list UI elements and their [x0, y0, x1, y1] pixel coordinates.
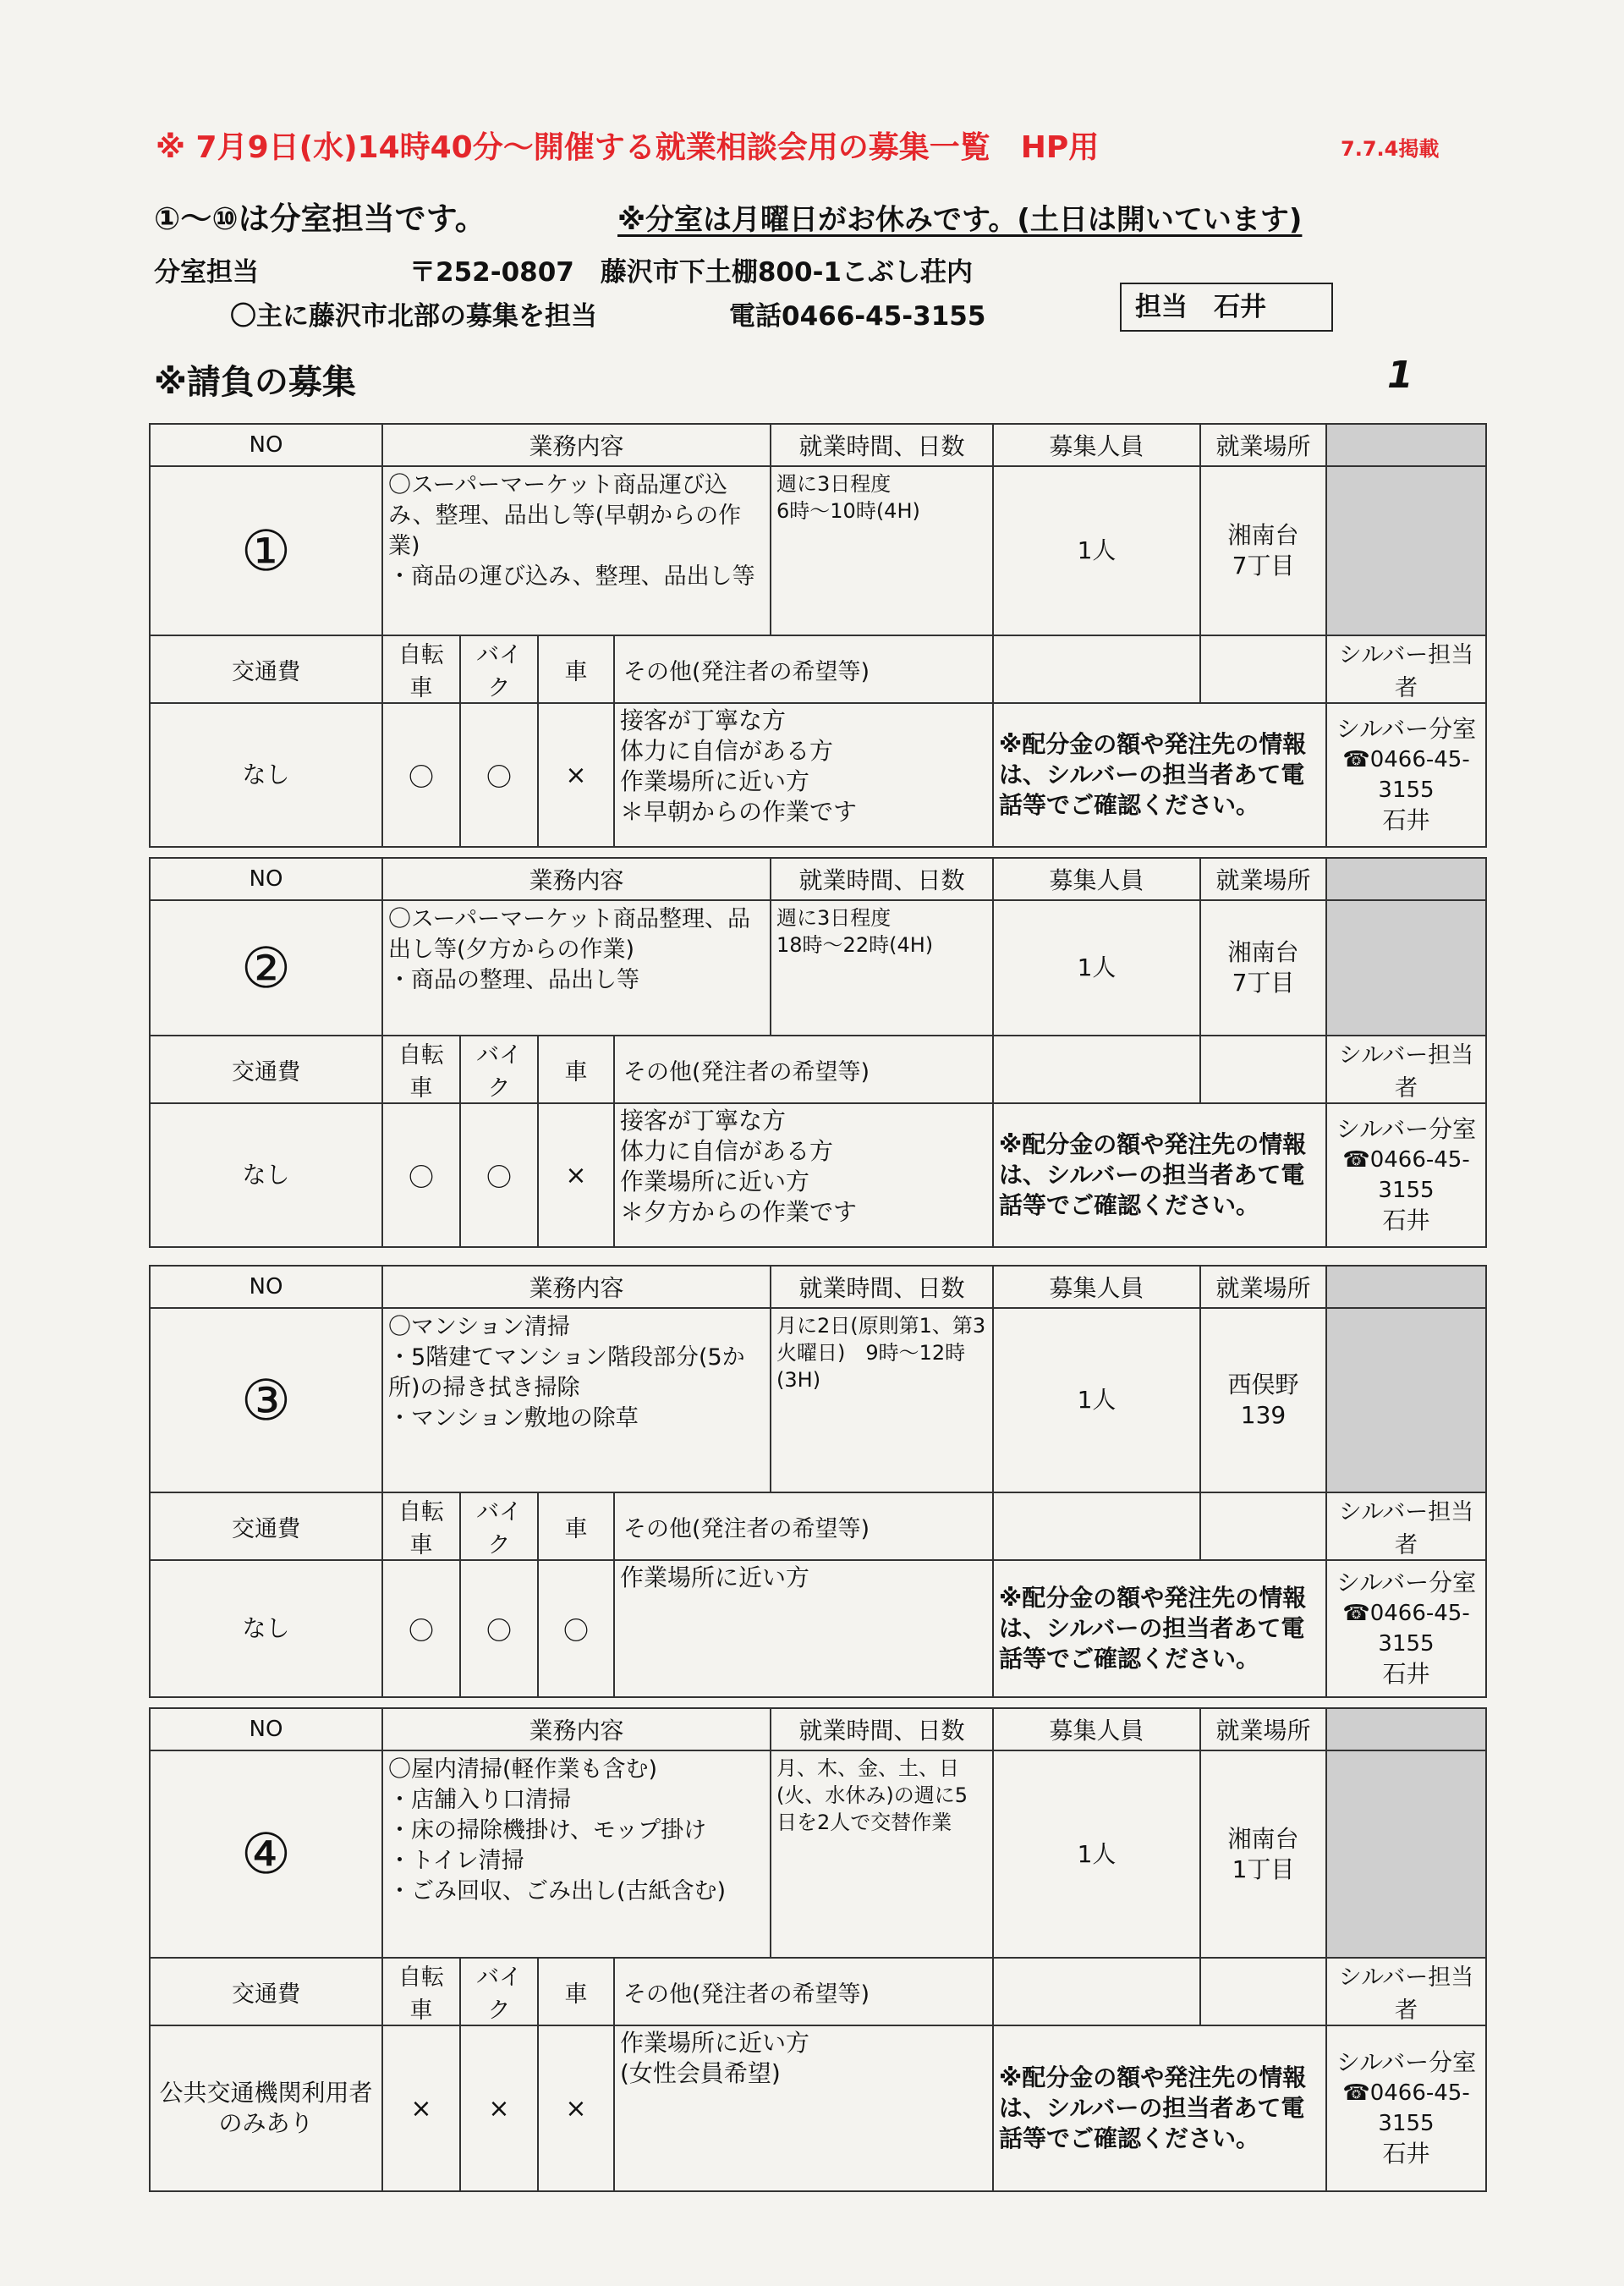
col-car: 車 [538, 1492, 614, 1560]
col-count: 募集人員 [993, 424, 1200, 466]
office-phone: 電話0466-45-3155 [729, 301, 986, 332]
job-fare: なし [150, 703, 382, 847]
contact-name: 石井 [1382, 806, 1430, 834]
col-no: NO [150, 858, 382, 900]
col-car: 車 [538, 635, 614, 703]
col-other: その他(発注者の希望等) [614, 635, 993, 703]
col-other: その他(発注者の希望等) [614, 1036, 993, 1103]
col-count: 募集人員 [993, 1708, 1200, 1750]
job-count: 1人 [993, 1308, 1200, 1492]
office-area: 〇主に藤沢市北部の募集を担当 [230, 301, 597, 332]
contact-office: シルバー分室 [1336, 2048, 1477, 2076]
page-title: ※ 7月9日(水)14時40分～開催する就業相談会用の募集一覧 HP用 [156, 130, 1100, 165]
job-note: ※配分金の額や発注先の情報は、シルバーの担当者あて電話等でご確認ください。 [993, 1560, 1326, 1697]
office-holiday-note: ※分室は月曜日がお休みです。(土日は開いています) [617, 203, 1303, 237]
job-place: 西俣野139 [1200, 1308, 1326, 1492]
col-bike: バイク [460, 1492, 538, 1560]
col-blank [1326, 1708, 1486, 1750]
job-bike: 〇 [460, 1560, 538, 1697]
contact-office: シルバー分室 [1336, 1115, 1477, 1143]
job-other: 作業場所に近い方 [614, 1560, 993, 1697]
col-blank [1326, 424, 1486, 466]
col-note-blank [993, 635, 1200, 703]
job-note: ※配分金の額や発注先の情報は、シルバーの担当者あて電話等でご確認ください。 [993, 1103, 1326, 1247]
job-hours: 月に2日(原則第1、第3火曜日) 9時～12時(3H) [771, 1308, 993, 1492]
job-car: × [538, 703, 614, 847]
job-contact [1326, 1560, 1486, 1697]
contact-phone: ☎0466-45-3155 [1342, 2080, 1470, 2136]
contact-name: 石井 [1382, 2140, 1430, 2168]
col-other: その他(発注者の希望等) [614, 1492, 993, 1560]
job-note: ※配分金の額や発注先の情報は、シルバーの担当者あて電話等でご確認ください。 [993, 2025, 1326, 2191]
job-hours: 月、木、金、土、日(火、水休み)の週に5日を2人で交替作業 [771, 1750, 993, 1958]
job-table [149, 857, 1487, 1248]
col-note-blank [993, 1492, 1200, 1560]
col-note-blank [993, 1036, 1200, 1103]
job-count: 1人 [993, 1750, 1200, 1958]
col-car: 車 [538, 1958, 614, 2025]
col-hours: 就業時間、日数 [771, 424, 993, 466]
contact-office: シルバー分室 [1336, 715, 1477, 743]
col-note-blank-2 [1200, 635, 1326, 703]
job-number: ① [150, 466, 382, 635]
col-count: 募集人員 [993, 858, 1200, 900]
contact-phone: ☎0466-45-3155 [1342, 1601, 1470, 1657]
job-blank [1326, 466, 1486, 635]
job-number: ② [150, 900, 382, 1036]
col-place: 就業場所 [1200, 1708, 1326, 1750]
col-note-blank [993, 1958, 1200, 2025]
col-work: 業務内容 [382, 858, 771, 900]
col-contact: シルバー担当者 [1326, 1958, 1486, 2025]
col-note-blank-2 [1200, 1958, 1326, 2025]
job-car: × [538, 1103, 614, 1247]
job-hours: 週に3日程度 6時～10時(4H) [771, 466, 993, 635]
col-other: その他(発注者の希望等) [614, 1958, 993, 2025]
col-blank [1326, 1266, 1486, 1308]
col-place: 就業場所 [1200, 1266, 1326, 1308]
job-count: 1人 [993, 900, 1200, 1036]
job-fare: 公共交通機関利用者のみあり [150, 2025, 382, 2191]
job-fare: なし [150, 1103, 382, 1247]
job-work: 〇スーパーマーケット商品運び込み、整理、品出し等(早朝からの作業) ・商品の運び込み、整理、品出し等 [382, 466, 771, 635]
job-car: 〇 [538, 1560, 614, 1697]
job-bike: 〇 [460, 1103, 538, 1247]
office-scope-heading: ①～⑩は分室担当です。 [154, 201, 486, 237]
job-bike: 〇 [460, 703, 538, 847]
job-place: 湘南台 1丁目 [1200, 1750, 1326, 1958]
col-bike: バイク [460, 1036, 538, 1103]
job-fare: なし [150, 1560, 382, 1697]
job-number: ③ [150, 1308, 382, 1492]
col-bicycle: 自転車 [382, 635, 460, 703]
contact-name: 石井 [1382, 1660, 1430, 1688]
col-fare: 交通費 [150, 1492, 382, 1560]
contact-office: シルバー分室 [1336, 1569, 1477, 1596]
col-work: 業務内容 [382, 424, 771, 466]
col-car: 車 [538, 1036, 614, 1103]
job-contact [1326, 1103, 1486, 1247]
job-bicycle: × [382, 2025, 460, 2191]
col-place: 就業場所 [1200, 424, 1326, 466]
col-no: NO [150, 1708, 382, 1750]
col-bicycle: 自転車 [382, 1492, 460, 1560]
col-no: NO [150, 424, 382, 466]
col-note-blank-2 [1200, 1492, 1326, 1560]
job-number: ④ [150, 1750, 382, 1958]
office-label: 分室担当 [154, 257, 259, 288]
job-contact [1326, 2025, 1486, 2191]
job-other: 接客が丁寧な方 体力に自信がある方 作業場所に近い方 ＊早朝からの作業です [614, 703, 993, 847]
col-count: 募集人員 [993, 1266, 1200, 1308]
col-place: 就業場所 [1200, 858, 1326, 900]
job-bicycle: 〇 [382, 1103, 460, 1247]
col-bicycle: 自転車 [382, 1036, 460, 1103]
job-other: 接客が丁寧な方 体力に自信がある方 作業場所に近い方 ＊夕方からの作業です [614, 1103, 993, 1247]
col-bicycle: 自転車 [382, 1958, 460, 2025]
col-contact: シルバー担当者 [1326, 1036, 1486, 1103]
job-hours: 週に3日程度 18時～22時(4H) [771, 900, 993, 1036]
job-table [149, 1707, 1487, 2192]
job-work: 〇マンション清掃 ・5階建てマンション階段部分(5か所)の掃き拭き掃除 ・マンション敷地の除草 [382, 1308, 771, 1492]
job-blank [1326, 900, 1486, 1036]
col-fare: 交通費 [150, 1036, 382, 1103]
office-address: 〒252-0807 藤沢市下土棚800-1こぶし荘内 [409, 257, 973, 288]
contact-name: 石井 [1382, 1206, 1430, 1234]
col-contact: シルバー担当者 [1326, 635, 1486, 703]
contact-phone: ☎0466-45-3155 [1342, 1147, 1470, 1203]
job-work: 〇屋内清掃(軽作業も含む) ・店舗入り口清掃 ・床の掃除機掛け、モップ掛け ・トイレ清掃 ・ごみ回収、ごみ出し(古紙含む) [382, 1750, 771, 1958]
job-car: × [538, 2025, 614, 2191]
job-other: 作業場所に近い方 (女性会員希望) [614, 2025, 993, 2191]
col-hours: 就業時間、日数 [771, 1266, 993, 1308]
job-bicycle: 〇 [382, 1560, 460, 1697]
job-bicycle: 〇 [382, 703, 460, 847]
job-place: 湘南台 7丁目 [1200, 900, 1326, 1036]
job-blank [1326, 1750, 1486, 1958]
job-bike: × [460, 2025, 538, 2191]
posted-date: 7.7.4掲載 [1341, 137, 1440, 161]
col-fare: 交通費 [150, 1958, 382, 2025]
col-hours: 就業時間、日数 [771, 1708, 993, 1750]
page-number: 1 [1387, 354, 1413, 397]
job-contact [1326, 703, 1486, 847]
job-place: 湘南台 7丁目 [1200, 466, 1326, 635]
col-bike: バイク [460, 1958, 538, 2025]
job-count: 1人 [993, 466, 1200, 635]
col-bike: バイク [460, 635, 538, 703]
col-no: NO [150, 1266, 382, 1308]
job-table [149, 1265, 1487, 1698]
col-blank [1326, 858, 1486, 900]
job-blank [1326, 1308, 1486, 1492]
col-work: 業務内容 [382, 1708, 771, 1750]
job-table [149, 423, 1487, 848]
contact-phone: ☎0466-45-3155 [1342, 747, 1470, 803]
job-note: ※配分金の額や発注先の情報は、シルバーの担当者あて電話等でご確認ください。 [993, 703, 1326, 847]
staff-box: 担当 石井 [1120, 283, 1333, 332]
col-hours: 就業時間、日数 [771, 858, 993, 900]
col-work: 業務内容 [382, 1266, 771, 1308]
section-heading: ※請負の募集 [154, 363, 356, 402]
job-work: 〇スーパーマーケット商品整理、品出し等(夕方からの作業) ・商品の整理、品出し等 [382, 900, 771, 1036]
col-note-blank-2 [1200, 1036, 1326, 1103]
col-contact: シルバー担当者 [1326, 1492, 1486, 1560]
col-fare: 交通費 [150, 635, 382, 703]
